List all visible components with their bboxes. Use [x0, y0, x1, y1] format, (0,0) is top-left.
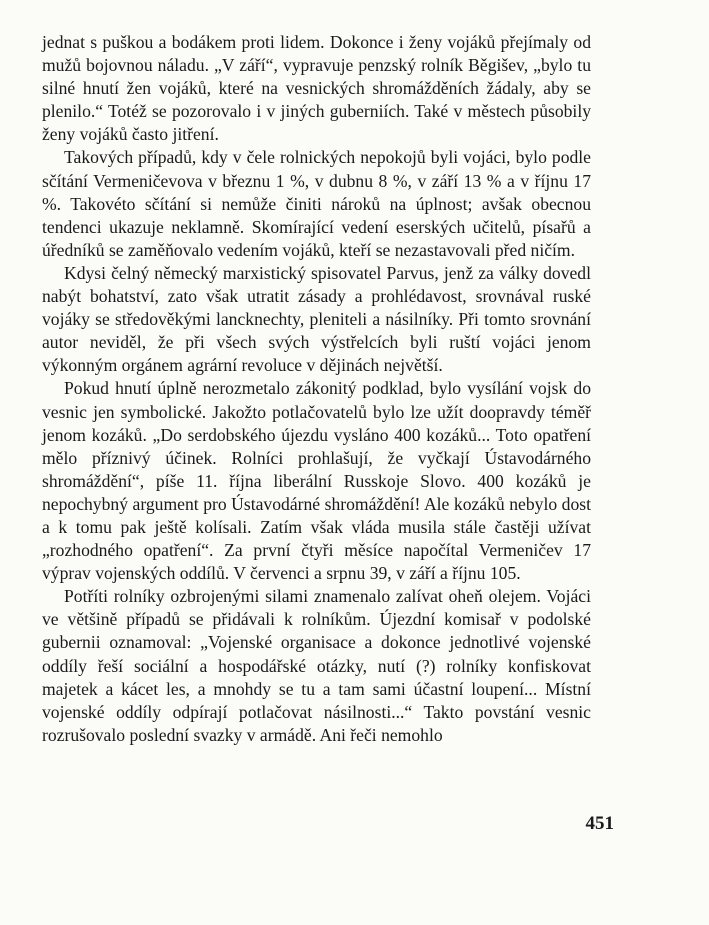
page-number: 451 [585, 813, 614, 834]
paragraph-4: Pokud hnutí úplně nerozmetalo zákonitý podklad, bylo vysílání vojsk do vesnic jen symbolické. Jakožto potlačovatelů bylo lze užít doopravdy téměř jenom kozáků. „Do serdobského újezdu vysláno 400 kozáků... Toto opatření mělo příznivý účinek. Rolníci prohlašují, že vyčkají Ústavodárného shromáždění“, píše 11. října liberální Russkoje Slovo. 400 kozáků je nepochybný argument pro Ústavodárné shromáždění! Ale kozáků nebylo dost a k tomu pak ještě kolísali. Zatím však vláda musila stále častěji užívat „rozhodného opatření“. Za první čtyři měsíce napočítal Vermeničev 17 výprav vojenských oddílů. V červenci a srpnu 39, v září a říjnu 105. [42, 378, 591, 584]
paragraph-3: Kdysi čelný německý marxistický spisovatel Parvus, jenž za války dovedl nabýt bohatství, zato však utratit zásady a prohlédavost, srovnával ruské vojáky se středověkými lancknechty, pleniteli a násilníky. Při tomto srovnání autor neviděl, že při všech svých výstřelcích byli ruští vojáci jenom výkonným orgánem agrární revoluce v dějinách největší. [42, 262, 591, 376]
paragraph-5: Potříti rolníky ozbrojenými silami znamenalo zalívat oheň olejem. Vojáci ve většině případů se přidávali k rolníkům. Újezdní komisař v podolské gubernii oznamoval: „Vojenské organisace a dokonce jednotlivé vojenské oddíly řeší sociální a hospodářské otázky, nutí (?) rolníky konfiskovat majetek a kácet les, a mnohdy se tu a tam sami účastní loupení... Místní vojenské oddíly odpírají potlačovat násilnosti...“ Takto povstání vesnic rozrušovalo poslední svazky v armádě. Ani řeči nemohlo [42, 586, 591, 745]
body-text [42, 31, 591, 747]
paragraph-2: Takových případů, kdy v čele rolnických nepokojů byli vojáci, bylo podle sčítání Vermeničevova v březnu 1 %, v dubnu 8 %, v září 13 % a v říjnu 17 %. Takovéto sčítání si nemůže činiti nároků na úplnost; avšak obecnou tendenci ukazuje neklamně. Skomírající vedení eserských učitelů, písařů a úředníků se zaměňovalo vedením vojáků, kteří se nezastavovali před ničím. [42, 147, 591, 260]
paragraph-1: jednat s puškou a bodákem proti lidem. Dokonce i ženy vojáků přejímaly od mužů bojovnou náladu. „V září“, vypravuje penzský rolník Běgišev, „bylo tu silné hnutí žen vojáků, které na vesnických shromážděních žádaly, aby se plenilo.“ Totéž se pozorovalo i v jiných guberniích. Také v městech působily ženy vojáků často jitření. [42, 32, 591, 145]
